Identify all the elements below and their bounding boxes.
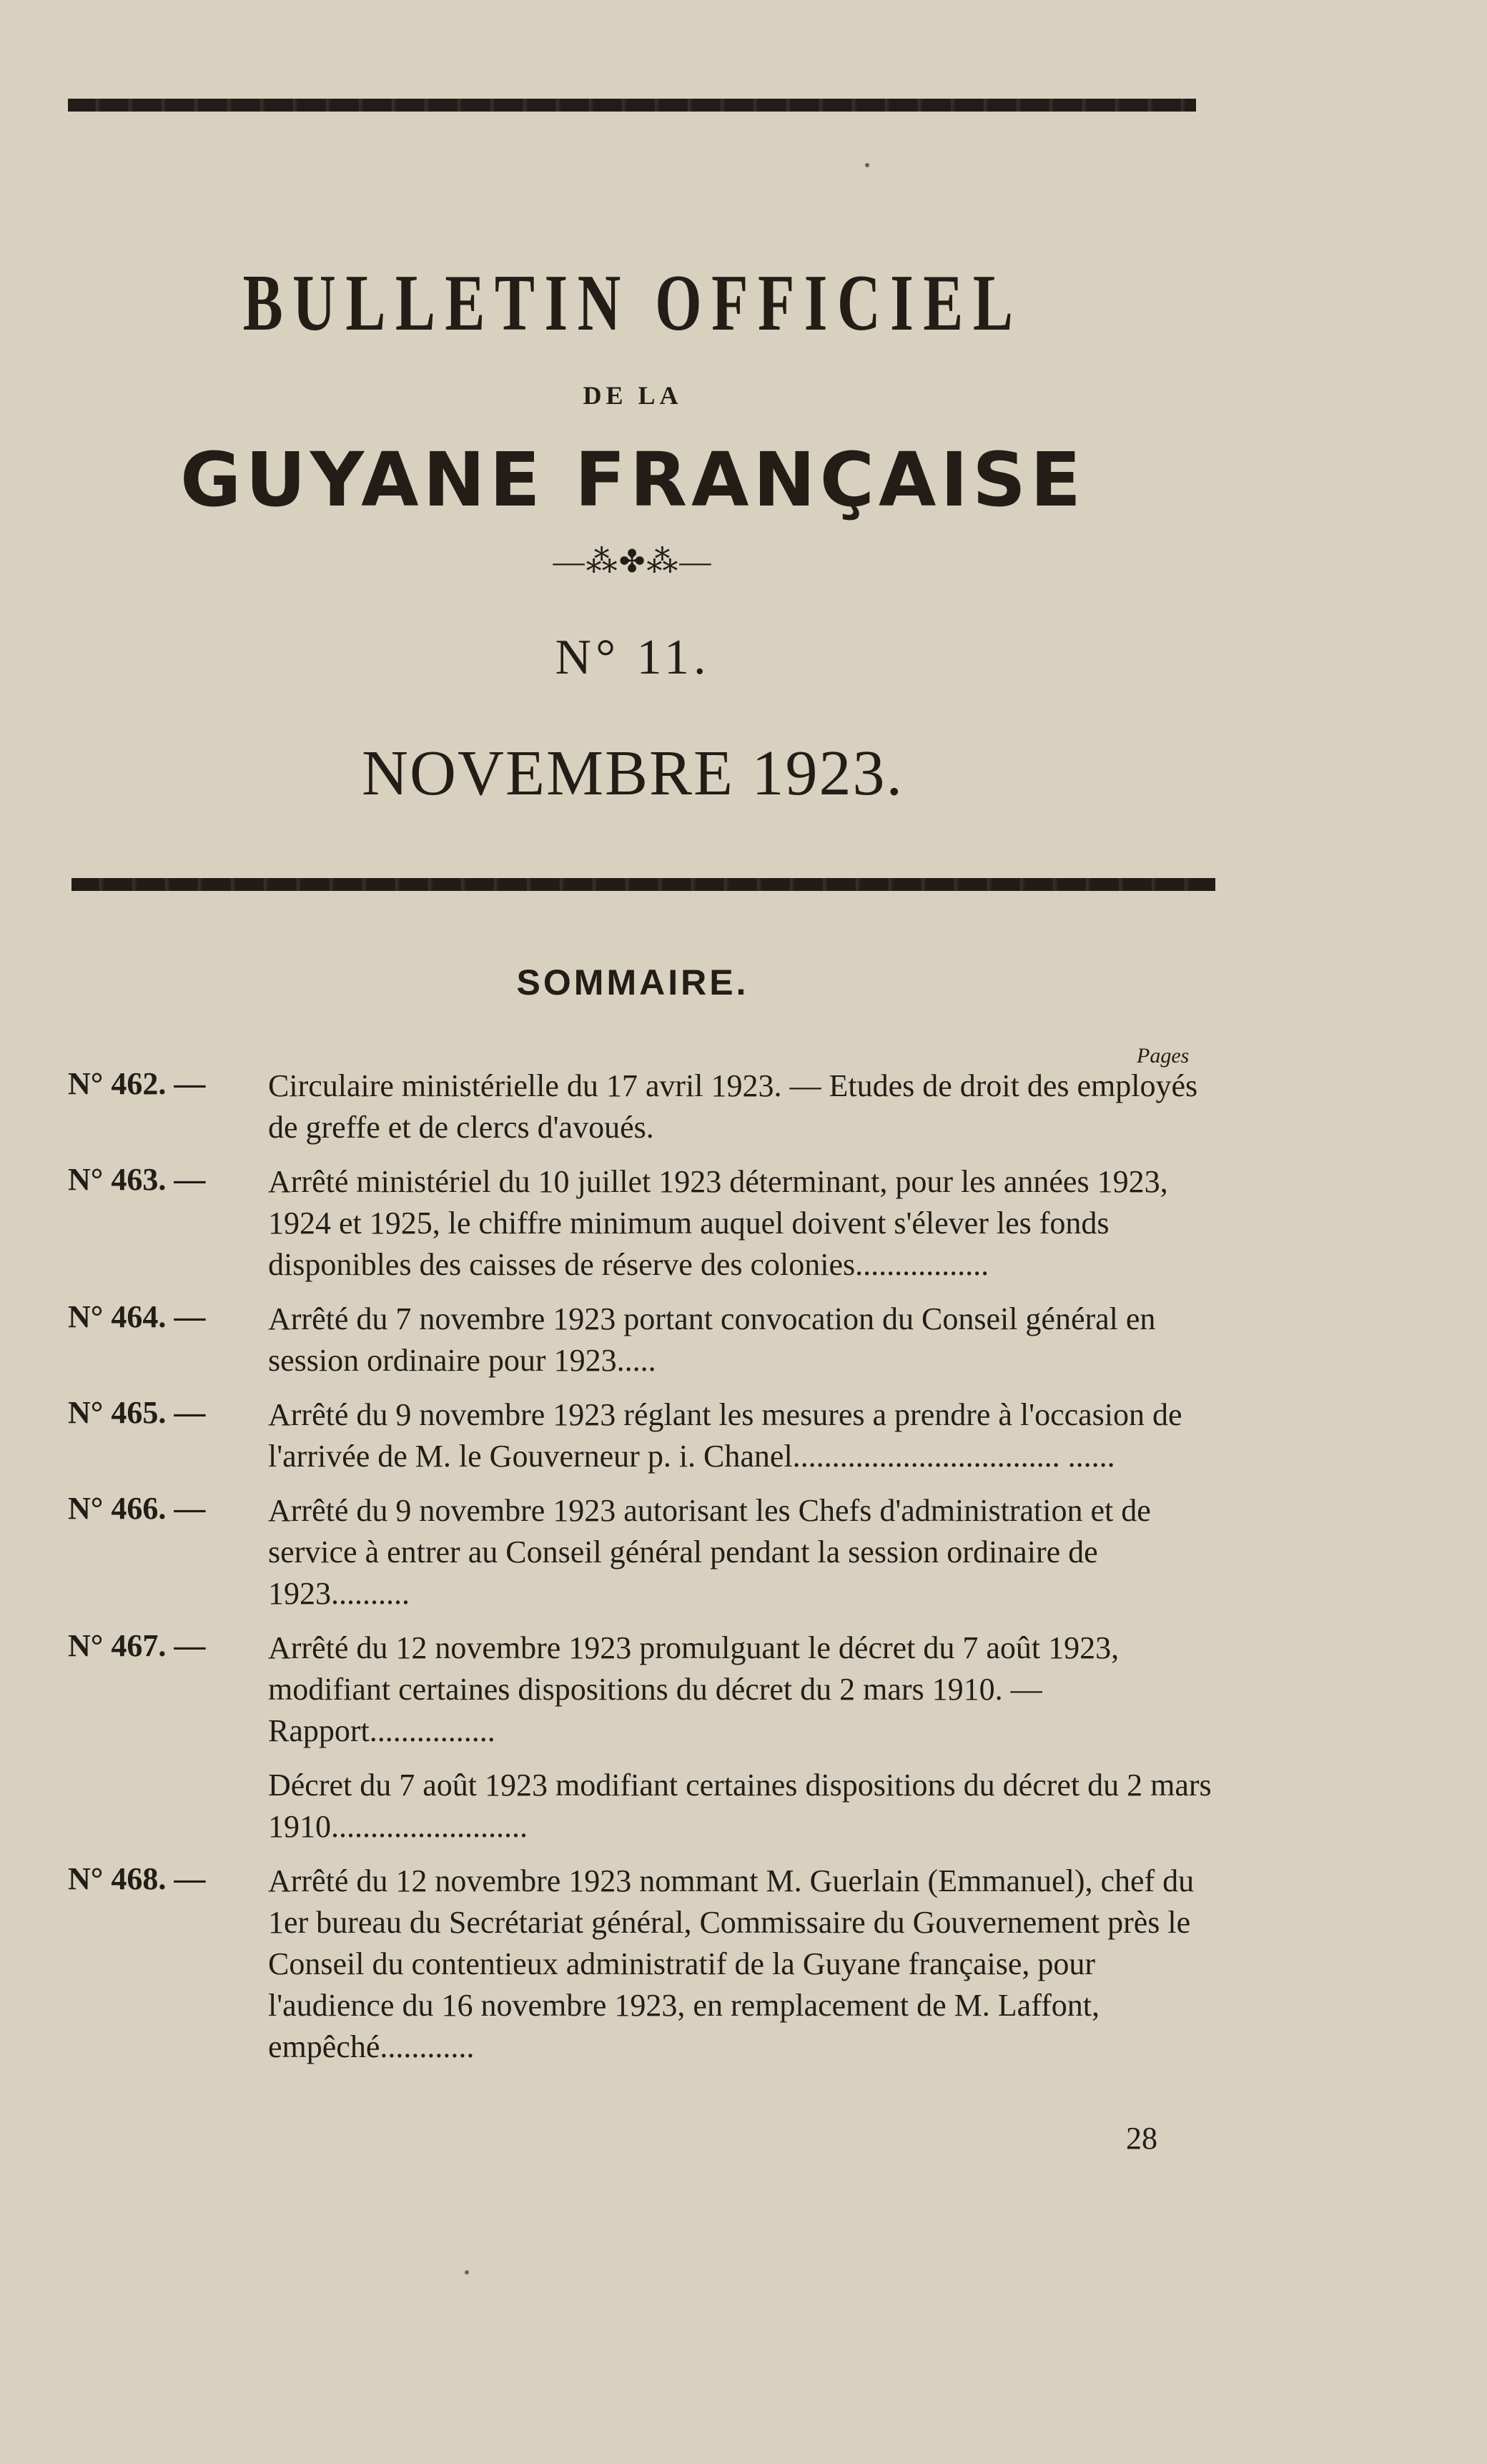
- entry-text: Arrêté du 12 novembre 1923 nommant M. Guerlain (Emmanuel), chef du 1er bureau du Secrétariat général, Commissaire du Gouvernement près le Conseil du contentieux administratif de la Guyane française, pour l'audience du 16 novembre 1923, en remplacement de M. Laffont, empêché............: [268, 1863, 1195, 2064]
- ornament-divider: —⁂✤⁂—: [553, 544, 713, 579]
- entry-text: Arrêté du 12 novembre 1923 promulguant le décret du 7 août 1923, modifiant certaines dispositions du décret du 2 mars 1910. — Rapport................: [268, 1630, 1120, 1748]
- de-la-line: DE LA: [583, 381, 683, 410]
- issue-date: NOVEMBRE 1923.: [361, 738, 904, 809]
- paper-speck: [465, 2270, 469, 2275]
- entry-text: Arrêté du 9 novembre 1923 autorisant les Chefs d'administration et de service à entrer au Conseil général pendant la session ordinaire de 1923..........: [268, 1493, 1151, 1611]
- entry-text: Arrêté du 9 novembre 1923 réglant les mesures a prendre à l'occasion de l'arrivée de M. le Gouverneur p. i. Chanel.................................. ......: [268, 1397, 1182, 1474]
- entry-number: N° 465. —: [68, 1395, 206, 1430]
- guyane-title: GUYANE FRANÇAISE: [179, 436, 1086, 523]
- pages-column-label: Pages: [1137, 1044, 1190, 1068]
- sommaire-entry: [68, 1861, 1240, 2068]
- entry-text: Arrêté du 7 novembre 1923 portant convocation du Conseil général en session ordinaire pour 1923.....: [268, 1301, 1156, 1378]
- entry-text: Décret du 7 août 1923 modifiant certaines dispositions du décret du 2 mars 1910.........................: [268, 1768, 1212, 1844]
- entry-number: N° 462. —: [68, 1066, 206, 1101]
- bulletin-title: BULLETIN OFFICIEL: [242, 259, 1023, 348]
- entry-number: N° 464. —: [68, 1299, 206, 1334]
- entry-number: N° 466. —: [68, 1491, 206, 1526]
- paper-speck: [865, 163, 869, 167]
- entry-number: N° 467. —: [68, 1628, 206, 1663]
- issue-number: N° 11.: [555, 630, 711, 685]
- entry-number: N° 468. —: [68, 1861, 206, 1896]
- sommaire-heading: SOMMAIRE.: [516, 962, 749, 1002]
- entry-text: Circulaire ministérielle du 17 avril 1923. — Etudes de droit des employés de greffe et de clercs d'avoués.: [268, 1068, 1198, 1145]
- entry-text: Arrêté ministériel du 10 juillet 1923 déterminant, pour les années 1923, 1924 et 1925, le chiffre minimum auquel doivent s'élever les fonds disponibles des caisses de réserve des colonies.................: [268, 1164, 1168, 1282]
- folio-number: 28: [1126, 2121, 1157, 2156]
- entry-number: N° 463. —: [68, 1162, 206, 1197]
- sommaire-list: [68, 1065, 1240, 2081]
